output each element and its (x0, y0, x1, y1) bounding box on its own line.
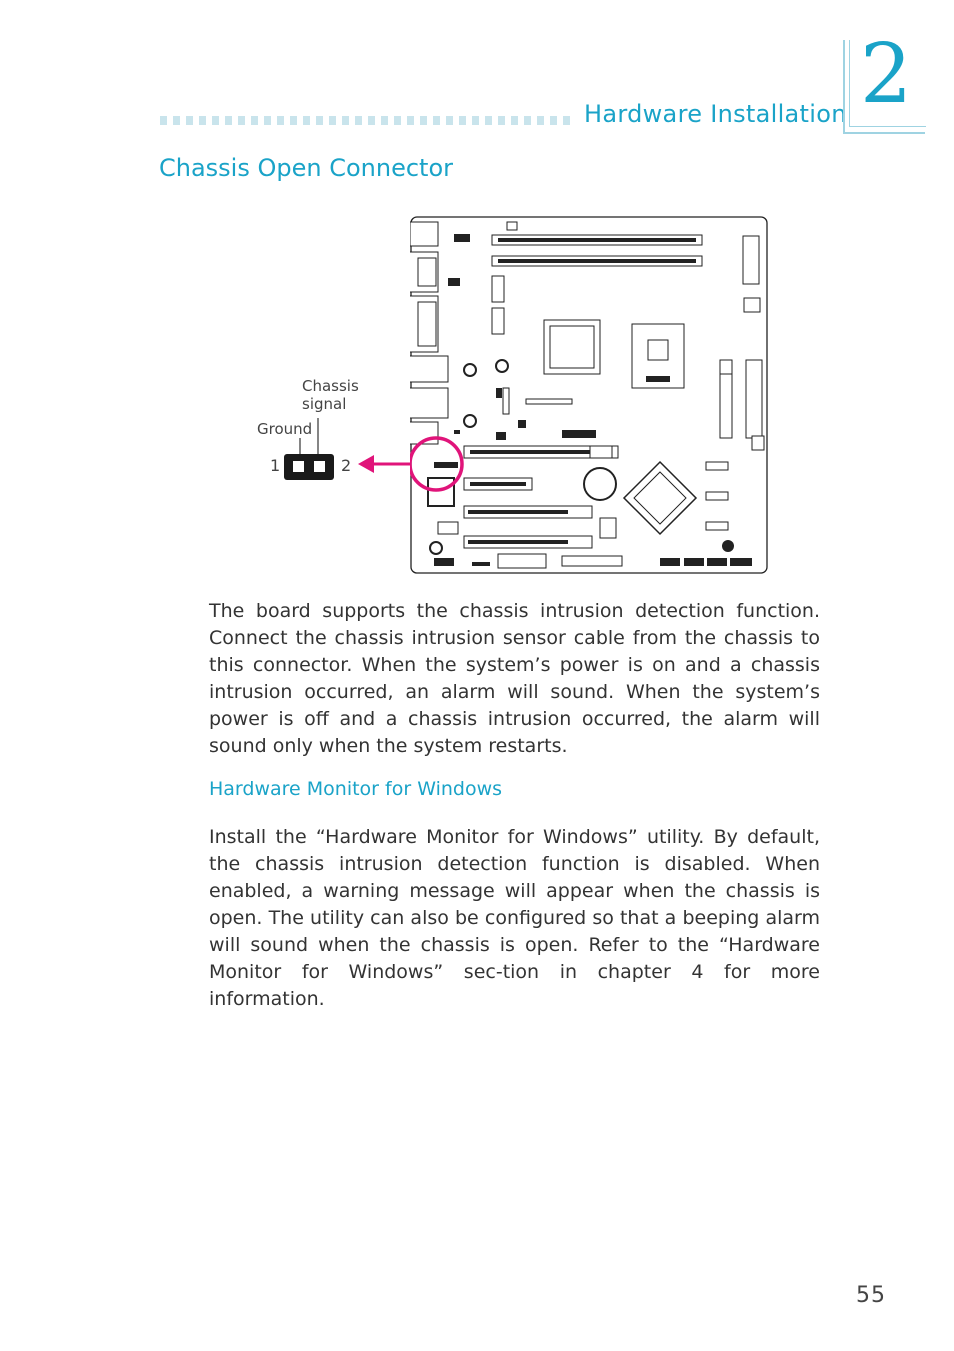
connector-callout (250, 410, 420, 490)
hardware-monitor-paragraph: Install the “Hardware Monitor for Windows” utility. By default, the chassis intrusion detection function is disabled. When enabled, a warning message will appear when the chassis is open. The utility can also be configured so that a beeping alarm will sound when the chassis is open. Refer to the “Hardware Monitor for Windows” sec-tion in chapter 4 for more information. (209, 826, 820, 1010)
header-dotted-rule (160, 116, 572, 125)
chassis-label-line1: Chassis (302, 377, 359, 395)
arrow-head-icon (358, 455, 374, 473)
chassis-signal-label (302, 377, 359, 413)
pin-1-icon (293, 461, 304, 472)
section-header: Hardware Installation (584, 100, 847, 128)
chassis-connector-icon (284, 454, 334, 480)
pin-2-icon (314, 461, 325, 472)
subheading: Hardware Monitor for Windows (209, 778, 503, 800)
page-number: 55 (856, 1283, 886, 1308)
chapter-number: 2 (860, 27, 913, 122)
chassis-label-line2: signal (302, 395, 347, 413)
motherboard-diagram (410, 216, 768, 574)
pin-2-label: 2 (341, 456, 352, 475)
page-title: Chassis Open Connector (159, 154, 453, 182)
intro-paragraph: The board supports the chassis intrusion detection function. Connect the chassis intrusion sensor cable from the chassis to this connector. When the system’s power is on and a chassis intrusion occurred, an alarm will sound. When the system’s power is off and a chassis intrusion occurred, the alarm will sound only when the system restarts. (209, 600, 820, 757)
pin-1-label: 1 (270, 456, 281, 475)
ground-label: Ground (257, 420, 313, 438)
